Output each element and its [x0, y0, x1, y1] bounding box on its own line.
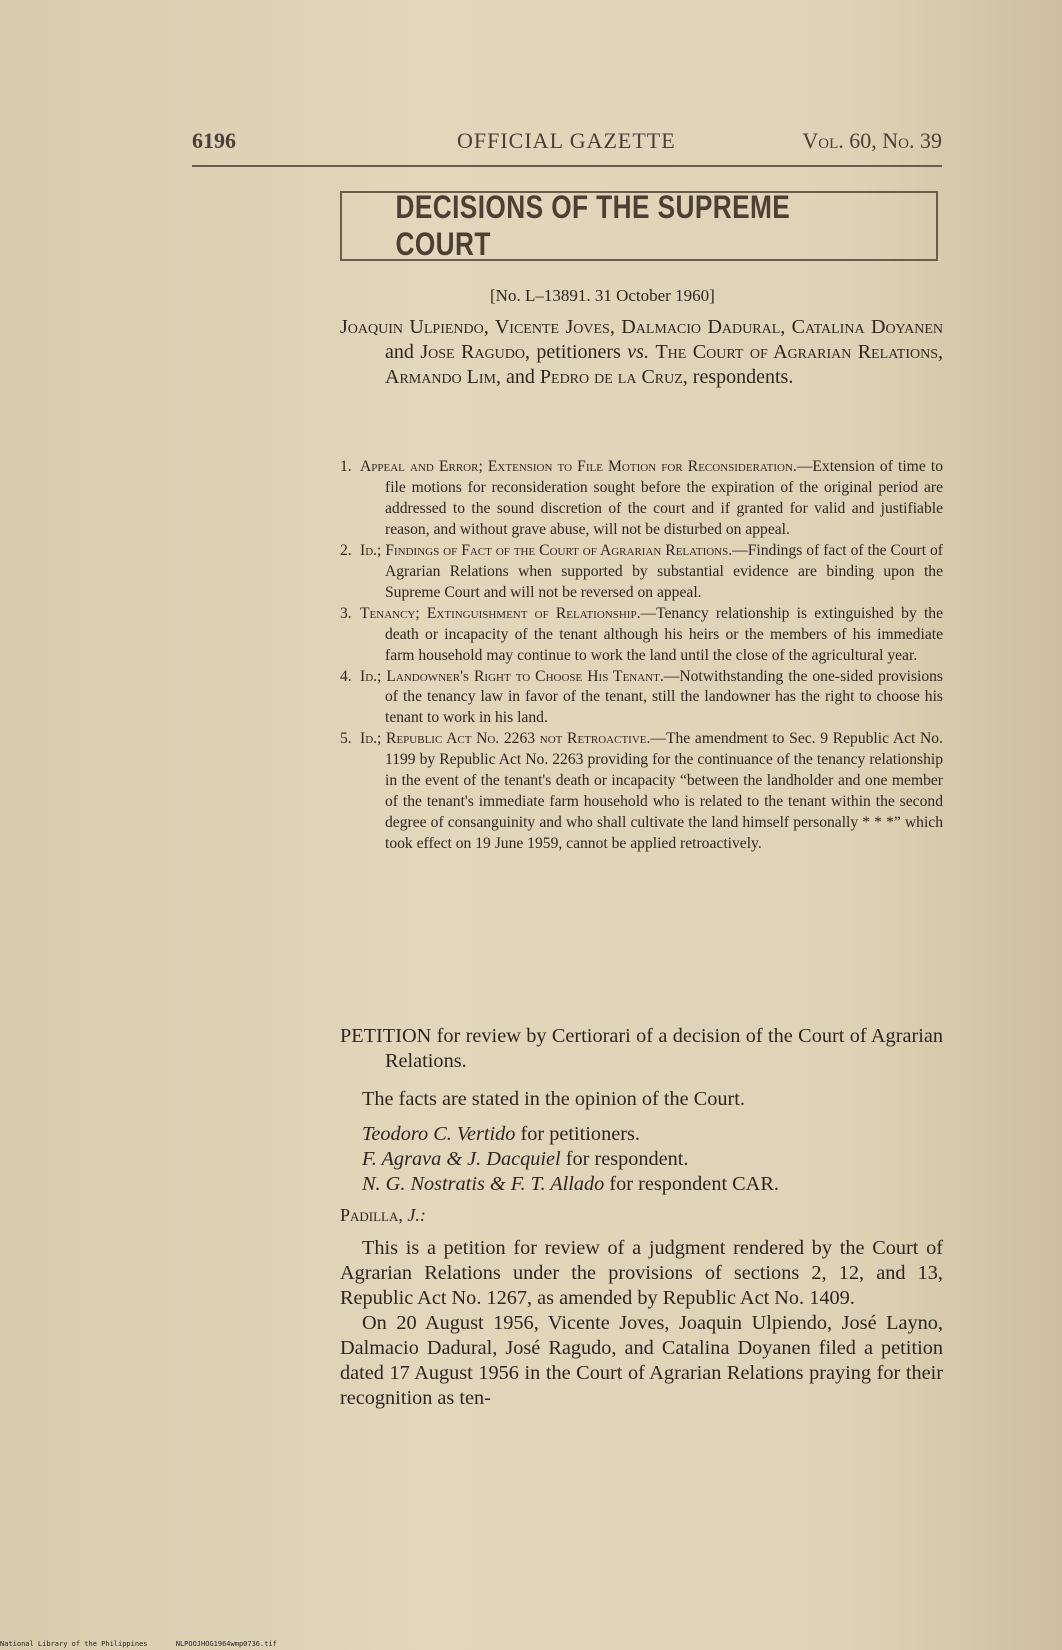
syllabus-heading: Id.; Landowner's Right to Choose His Tenant.	[360, 667, 664, 685]
page-number: 6196	[192, 128, 236, 153]
ponente-name: Padilla	[340, 1205, 399, 1225]
ponente-title: J.:	[407, 1205, 426, 1225]
respondent-last: Pedro de la Cruz	[539, 366, 683, 388]
counsel-name: N. G. Nostratis & F. T. Allado	[362, 1173, 605, 1195]
syllabus-item	[340, 667, 943, 730]
petitioners-names: Joaquin Ulpiendo, Vicente Joves, Dalmacio Dadural, Catalina Doyanen	[340, 316, 943, 338]
ponente-sep: ,	[398, 1205, 408, 1225]
running-header	[192, 128, 942, 162]
section-title-box	[340, 191, 938, 261]
syllabus-heading: Tenancy; Extinguishment of Relationship.	[360, 604, 641, 622]
opinion-paragraph: This is a petition for review of a judgment rendered by the Court of Agrarian Relations under the provisions of sections 2, 12, and 13, Republic Act No. 1267, as amended by Republic Act No. 1409.	[340, 1237, 943, 1309]
syllabus-number: 3.	[340, 604, 352, 622]
counsel-role: for respondent CAR.	[604, 1173, 779, 1195]
syllabus-heading: Id.; Findings of Fact of the Court of Agrarian Relations.	[360, 541, 733, 559]
respondents-label: , respondents.	[682, 366, 794, 388]
syllabus-number: 2.	[340, 541, 352, 559]
parties-and-1: and	[385, 341, 421, 363]
respondents-names: The Court of Agrarian Relations, Armando Lim,	[385, 341, 944, 388]
case-number: [No. L–13891. 31 October 1960]	[490, 286, 715, 305]
scan-footer	[0, 1640, 301, 1648]
syllabus-heading: Id.; Republic Act No. 2263 not Retroactive.	[360, 730, 651, 748]
syllabus-text: —Tenancy relationship is extinguished by the death or incapacity of the tenant although his heirs or the members of his immediate farm household may continue to work the land until the close of the agricultural year.	[385, 604, 943, 664]
header-rule	[192, 165, 942, 167]
versus: vs.	[627, 341, 649, 363]
petitioner-last: Jose Ragudo	[420, 341, 525, 363]
syllabus-heading: Appeal and Error; Extension to File Motion for Reconsideration.	[360, 458, 797, 475]
petition-statement: PETITION for review by Certiorari of a decision of the Court of Agrarian Relations.	[340, 1025, 943, 1072]
counsel-entry	[340, 1172, 943, 1197]
publication-title: OFFICIAL GAZETTE	[457, 128, 676, 153]
syllabus-text: —Extension of time to file motions for reconsideration sought before the expiration of the original period are addressed to the sound discretion of the court and if granted for valid and justifiable reason, and without grave abuse, will not be disturbed on appeal.	[385, 458, 943, 538]
syllabus-item	[340, 729, 943, 855]
counsel-entry	[340, 1147, 943, 1172]
syllabus-number: 5.	[340, 730, 352, 748]
counsel-entry	[340, 1122, 943, 1147]
petitioners-label: , petitioners	[524, 341, 628, 363]
syllabus-item	[340, 604, 943, 667]
opinion-body	[340, 1236, 943, 1411]
parties-and-2: and	[501, 366, 540, 388]
syllabus-text: —The amendment to Sec. 9 Republic Act No. 1199 by Republic Act No. 2263 providing for the continuance of the tenancy relationship in the event of the tenant's death or incapacity “between the landholder and one member of the tenant's immediate farm household who is related to the tenant within the second degree of consanguinity and who shall cultivate the land himself personally * * *” which took effect on 19 June 1959, cannot be applied retroactively.	[385, 730, 943, 853]
section-title: DECISIONS OF THE SUPREME COURT	[395, 189, 791, 262]
opinion-paragraph: On 20 August 1956, Vicente Joves, Joaquin Ulpiendo, José Layno, Dalmacio Dadural, José Ragudo, and Catalina Doyanen filed a petition dated 17 August 1956 in the Court of Agrarian Relations praying for their recognition as ten-	[340, 1312, 943, 1409]
file-name: NLPOOJHOG1964wmp0736.tif	[175, 1640, 277, 1648]
counsel-role: for petitioners.	[515, 1123, 640, 1145]
syllabus-number: 1.	[340, 458, 352, 475]
syllabus-item	[340, 457, 943, 541]
volume-number: Vol. 60, No. 39	[802, 128, 942, 153]
library-credit: National Library of the Philippines	[0, 1640, 148, 1648]
counsel-name: Teodoro C. Vertido	[362, 1123, 516, 1145]
syllabus	[340, 457, 943, 855]
ponente-line	[340, 1203, 943, 1228]
syllabus-text: —Notwithstanding the one-sided provisions of the tenancy law in favor of the tenant, still the landowner has the right to choose his tenant to work in his land.	[385, 667, 944, 727]
case-parties	[340, 315, 943, 390]
syllabus-item	[340, 541, 943, 604]
syllabus-text: —Findings of fact of the Court of Agrarian Relations when supported by substantial evidence are binding upon the Supreme Court and will not be reversed on appeal.	[385, 541, 943, 601]
syllabus-number: 4.	[340, 667, 352, 685]
facts-statement: The facts are stated in the opinion of the Court.	[362, 1088, 745, 1110]
counsel-list	[340, 1122, 943, 1197]
counsel-name: F. Agrava & J. Dacquiel	[362, 1148, 561, 1170]
counsel-role: for respondent.	[560, 1148, 689, 1170]
